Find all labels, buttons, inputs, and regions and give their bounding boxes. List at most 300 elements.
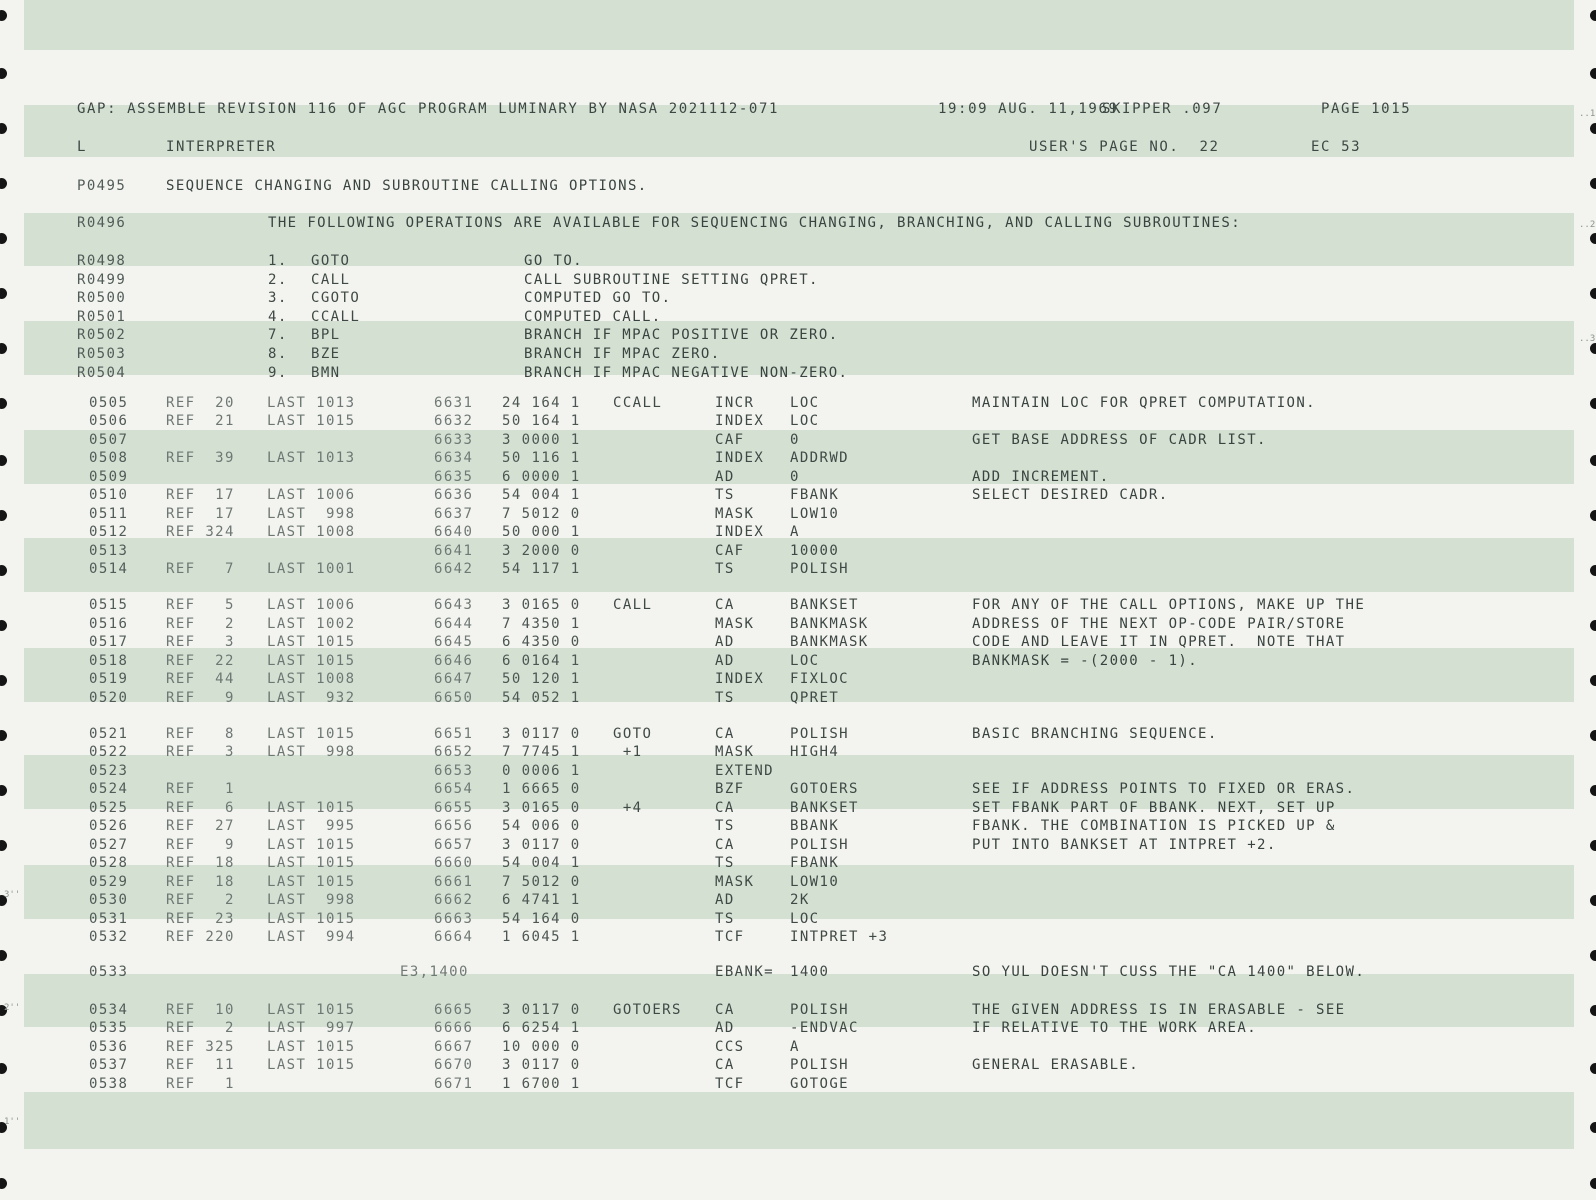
- sequence-number: R0499: [77, 271, 127, 288]
- opcode: INDEX: [715, 671, 765, 687]
- opcode: TS: [715, 690, 735, 706]
- sequence-number: R0500: [77, 290, 127, 307]
- last-reference: LAST 1015: [267, 1039, 356, 1055]
- opcode: CA: [715, 726, 735, 742]
- reference-count: REF 324: [166, 524, 235, 540]
- option-description: COMPUTED CALL.: [524, 308, 662, 325]
- last-reference: LAST 1015: [267, 874, 356, 890]
- memory-address: 6661: [434, 874, 474, 890]
- users-page: USER'S PAGE NO. 22: [1029, 139, 1220, 155]
- sequence-number: 0510: [89, 487, 129, 503]
- memory-address: 6633: [434, 432, 474, 448]
- opcode: TS: [715, 487, 735, 503]
- sequence-number: 0535: [89, 1020, 129, 1036]
- reference-count: REF 18: [166, 874, 235, 890]
- comment: CODE AND LEAVE IT IN QPRET. NOTE THAT: [972, 634, 1346, 650]
- opcode: CA: [715, 800, 735, 816]
- option-description: BRANCH IF MPAC ZERO.: [524, 346, 721, 362]
- octal-word: 54 006 0: [502, 818, 581, 834]
- sequence-number: R0503: [77, 346, 127, 362]
- sequence-number: 0536: [89, 1039, 129, 1055]
- sequence-number: 0512: [89, 524, 129, 540]
- comment: IF RELATIVE TO THE WORK AREA.: [972, 1020, 1258, 1036]
- sequence-number: 0509: [89, 469, 129, 485]
- datetime: 19:09 AUG. 11,1969: [938, 101, 1119, 117]
- reference-count: REF 7: [166, 561, 235, 577]
- sequence-number: 0508: [89, 450, 129, 466]
- feed-hole: [0, 68, 7, 79]
- operand: INTPRET +3: [790, 929, 889, 945]
- feed-hole: [0, 288, 7, 299]
- reference-count: REF 9: [166, 690, 235, 706]
- octal-word: 7 7745 1: [502, 744, 581, 760]
- option-name: CGOTO: [311, 290, 361, 307]
- comment: SELECT DESIRED CADR.: [972, 487, 1169, 503]
- option-name: BMN: [311, 364, 341, 381]
- option-description: BRANCH IF MPAC POSITIVE OR ZERO.: [524, 327, 839, 344]
- sequence-number: 0538: [89, 1076, 129, 1092]
- margin-mark: 2'': [4, 1003, 21, 1013]
- memory-address: 6670: [434, 1057, 474, 1073]
- operand: FIXLOC: [790, 671, 849, 687]
- operand: HIGH4: [790, 744, 840, 760]
- comment: PUT INTO BANKSET AT INTPRET +2.: [972, 837, 1277, 853]
- reference-count: REF 2: [166, 892, 235, 908]
- reference-count: REF 8: [166, 726, 235, 742]
- sequence-number: 0520: [89, 690, 129, 706]
- l-mark: L: [77, 139, 88, 155]
- sequence-number: 0537: [89, 1057, 129, 1073]
- opcode: CA: [715, 597, 735, 613]
- comment: ADDRESS OF THE NEXT OP-CODE PAIR/STORE: [972, 616, 1346, 632]
- octal-word: 7 5012 0: [502, 506, 581, 522]
- memory-address: 6655: [434, 800, 474, 816]
- feed-hole: [1590, 1005, 1596, 1016]
- octal-word: 3 0165 0: [502, 800, 581, 816]
- opcode: CA: [715, 837, 735, 853]
- sequence-number: 0516: [89, 616, 129, 632]
- last-reference: LAST 1006: [267, 597, 356, 613]
- feed-hole: [1590, 343, 1596, 354]
- last-reference: LAST 1015: [267, 726, 356, 742]
- opcode: TCF: [715, 929, 745, 945]
- opcode: CAF: [715, 543, 745, 559]
- feed-hole: [1590, 10, 1596, 21]
- last-reference: LAST 1015: [267, 1057, 356, 1073]
- feed-hole: [0, 675, 7, 686]
- operand: -ENDVAC: [790, 1020, 859, 1036]
- octal-word: 54 004 1: [502, 487, 581, 503]
- operand: ADDRWD: [790, 450, 849, 466]
- memory-address: 6637: [434, 506, 474, 522]
- reference-count: REF 23: [166, 911, 235, 927]
- last-reference: LAST 932: [267, 690, 356, 706]
- last-reference: LAST 1008: [267, 671, 356, 687]
- octal-word: 50 120 1: [502, 671, 581, 687]
- last-reference: LAST 994: [267, 929, 356, 945]
- feed-hole: [1590, 840, 1596, 851]
- sequence-number: 0526: [89, 818, 129, 834]
- location-label: GOTO: [613, 726, 653, 742]
- feed-hole: [0, 950, 7, 961]
- reference-count: REF 9: [166, 837, 235, 853]
- octal-word: 6 0164 1: [502, 653, 581, 669]
- memory-address: 6640: [434, 524, 474, 540]
- reference-count: REF 3: [166, 744, 235, 760]
- reference-count: REF 27: [166, 818, 235, 834]
- last-reference: LAST 1008: [267, 524, 356, 540]
- octal-word: 1 6045 1: [502, 929, 581, 945]
- reference-count: REF 1: [166, 781, 235, 797]
- memory-address: 6657: [434, 837, 474, 853]
- sequence-number: 0522: [89, 744, 129, 760]
- location-label: +4: [613, 800, 643, 816]
- last-reference: LAST 998: [267, 744, 356, 760]
- option-number: 9.: [268, 364, 288, 381]
- last-reference: LAST 1001: [267, 561, 356, 577]
- reference-count: REF 44: [166, 671, 235, 687]
- octal-word: 6 0000 1: [502, 469, 581, 485]
- octal-word: 3 0117 0: [502, 837, 581, 853]
- operand: BANKSET: [790, 597, 859, 613]
- opcode: MASK: [715, 744, 755, 760]
- option-number: 8.: [268, 346, 288, 362]
- sequence-number: 0529: [89, 874, 129, 890]
- octal-word: 54 164 0: [502, 911, 581, 927]
- reference-count: REF 6: [166, 800, 235, 816]
- comment: GENERAL ERASABLE.: [972, 1057, 1140, 1073]
- octal-word: 3 0165 0: [502, 597, 581, 613]
- feed-hole: [1590, 68, 1596, 79]
- last-reference: LAST 1015: [267, 1002, 356, 1018]
- operand: POLISH: [790, 1057, 849, 1073]
- sequence-number: 0505: [89, 395, 129, 411]
- paper-band: [24, 0, 1574, 50]
- sequence-number: 0513: [89, 543, 129, 559]
- location-label: CCALL: [613, 395, 663, 411]
- opcode: TS: [715, 561, 735, 577]
- option-name: BZE: [311, 346, 341, 362]
- sequence-number: 0528: [89, 855, 129, 871]
- reference-count: REF 17: [166, 506, 235, 522]
- operand: 10000: [790, 543, 840, 559]
- memory-address: 6664: [434, 929, 474, 945]
- sequence-number: 0511: [89, 506, 129, 522]
- octal-word: 6 4350 0: [502, 634, 581, 650]
- octal-word: 50 116 1: [502, 450, 581, 466]
- octal-word: 3 0117 0: [502, 1057, 581, 1073]
- sequence-number: 0518: [89, 653, 129, 669]
- feed-hole: [0, 840, 7, 851]
- feed-hole: [0, 565, 7, 576]
- operand: GOTOGE: [790, 1076, 849, 1092]
- memory-address: 6666: [434, 1020, 474, 1036]
- sequence-number: 0530: [89, 892, 129, 908]
- sequence-number: R0504: [77, 364, 127, 381]
- remark-text: SEQUENCE CHANGING AND SUBROUTINE CALLING OPTIONS.: [166, 178, 648, 194]
- memory-address: 6636: [434, 487, 474, 503]
- last-reference: LAST 1015: [267, 653, 356, 669]
- feed-hole: [1590, 288, 1596, 299]
- sequence-number: 0521: [89, 726, 129, 742]
- operand: LOW10: [790, 874, 840, 890]
- option-name: BPL: [311, 327, 341, 344]
- operand: BANKSET: [790, 800, 859, 816]
- feed-hole: [0, 730, 7, 741]
- octal-word: 3 0117 0: [502, 726, 581, 742]
- opcode: AD: [715, 653, 735, 669]
- memory-address: 6645: [434, 634, 474, 650]
- operand: LOC: [790, 911, 820, 927]
- sequence-number: 0534: [89, 1002, 129, 1018]
- memory-address: 6652: [434, 744, 474, 760]
- comment: SO YUL DOESN'T CUSS THE "CA 1400" BELOW.: [972, 964, 1366, 980]
- option-number: 2.: [268, 271, 288, 288]
- operand: 2K: [790, 892, 810, 908]
- option-number: 7.: [268, 327, 288, 344]
- feed-hole: [1590, 1178, 1596, 1189]
- memory-address: 6634: [434, 450, 474, 466]
- feed-hole: [1590, 620, 1596, 631]
- last-reference: LAST 1015: [267, 837, 356, 853]
- reference-count: REF 2: [166, 616, 235, 632]
- last-reference: LAST 998: [267, 892, 356, 908]
- comment: THE GIVEN ADDRESS IS IN ERASABLE - SEE: [972, 1002, 1346, 1018]
- option-number: 4.: [268, 308, 288, 325]
- opcode: TS: [715, 855, 735, 871]
- comment: GET BASE ADDRESS OF CADR LIST.: [972, 432, 1267, 448]
- location-label: GOTOERS: [613, 1002, 682, 1018]
- feed-hole: [1590, 565, 1596, 576]
- octal-word: 1 6665 0: [502, 781, 581, 797]
- octal-word: 54 004 1: [502, 855, 581, 871]
- operand: POLISH: [790, 1002, 849, 1018]
- operand: LOC: [790, 653, 820, 669]
- reference-count: REF 18: [166, 855, 235, 871]
- memory-address: 6654: [434, 781, 474, 797]
- subheader-line: [0, 138, 1362, 156]
- option-description: COMPUTED GO TO.: [524, 290, 672, 307]
- sequence-number: 0527: [89, 837, 129, 853]
- sequence-number: 0517: [89, 634, 129, 650]
- operand: LOC: [790, 413, 820, 429]
- reference-count: REF 21: [166, 413, 235, 429]
- operand: POLISH: [790, 837, 849, 853]
- reference-count: REF 220: [166, 929, 235, 945]
- sequence-number: R0502: [77, 327, 127, 344]
- opcode: MASK: [715, 874, 755, 890]
- operand: LOC: [790, 395, 820, 411]
- operand: QPRET: [790, 690, 840, 706]
- opcode: INDEX: [715, 413, 765, 429]
- memory-address: 6631: [434, 395, 474, 411]
- reference-count: REF 22: [166, 653, 235, 669]
- memory-address: E3,1400: [400, 964, 469, 980]
- memory-address: 6667: [434, 1039, 474, 1055]
- margin-mark: ..1: [1579, 109, 1596, 119]
- feed-hole: [1590, 178, 1596, 189]
- feed-hole: [1590, 398, 1596, 409]
- comment: MAINTAIN LOC FOR QPRET COMPUTATION.: [972, 395, 1317, 411]
- last-reference: LAST 1002: [267, 616, 356, 632]
- operand: BANKMASK: [790, 634, 869, 650]
- operand: 0: [790, 469, 800, 485]
- operand: FBANK: [790, 487, 840, 503]
- right-feed-holes: [1576, 0, 1596, 1200]
- operand: A: [790, 1039, 800, 1055]
- memory-address: 6656: [434, 818, 474, 834]
- operand: BANKMASK: [790, 616, 869, 632]
- sequence-number: 0519: [89, 671, 129, 687]
- memory-address: 6653: [434, 763, 474, 779]
- opcode: CA: [715, 1057, 735, 1073]
- operand: FBANK: [790, 855, 840, 871]
- octal-word: 3 0117 0: [502, 1002, 581, 1018]
- last-reference: LAST 1013: [267, 450, 356, 466]
- feed-hole: [0, 343, 7, 354]
- remark-text: THE FOLLOWING OPERATIONS ARE AVAILABLE FOR SEQUENCING CHANGING, BRANCHING, AND CALLING SUBROUTINES:: [268, 215, 1242, 231]
- last-reference: LAST 1015: [267, 413, 356, 429]
- operand: POLISH: [790, 561, 849, 577]
- opcode: AD: [715, 634, 735, 650]
- reference-count: REF 39: [166, 450, 235, 466]
- sequence-number: 0524: [89, 781, 129, 797]
- comment: FOR ANY OF THE CALL OPTIONS, MAKE UP THE: [972, 597, 1366, 613]
- opcode: BZF: [715, 781, 745, 797]
- opcode: CA: [715, 1002, 735, 1018]
- last-reference: LAST 1015: [267, 855, 356, 871]
- reference-count: REF 325: [166, 1039, 235, 1055]
- sequence-number: 0515: [89, 597, 129, 613]
- margin-mark: 3'': [4, 890, 21, 900]
- paper-band: [24, 1092, 1574, 1149]
- option-number: 1.: [268, 253, 288, 269]
- location-label: +1: [613, 744, 643, 760]
- opcode: EBANK=: [715, 964, 774, 980]
- memory-address: 6662: [434, 892, 474, 908]
- sequence-number: 0514: [89, 561, 129, 577]
- octal-word: 54 117 1: [502, 561, 581, 577]
- comment: SEE IF ADDRESS POINTS TO FIXED OR ERAS.: [972, 781, 1356, 797]
- opcode: AD: [715, 892, 735, 908]
- reference-count: REF 1: [166, 1076, 235, 1092]
- feed-hole: [0, 398, 7, 409]
- option-description: BRANCH IF MPAC NEGATIVE NON-ZERO.: [524, 364, 849, 381]
- memory-address: 6644: [434, 616, 474, 632]
- comment: BASIC BRANCHING SEQUENCE.: [972, 726, 1218, 742]
- operand: 0: [790, 432, 800, 448]
- octal-word: 1 6700 1: [502, 1076, 581, 1092]
- feed-hole: [1590, 1122, 1596, 1133]
- opcode: INDEX: [715, 524, 765, 540]
- option-name: CALL: [311, 271, 351, 288]
- sequence-number: 0525: [89, 800, 129, 816]
- sequence-number: 0533: [89, 964, 129, 980]
- option-description: GO TO.: [524, 253, 583, 269]
- feed-hole: [0, 510, 7, 521]
- feed-hole: [1590, 233, 1596, 244]
- opcode: EXTEND: [715, 763, 774, 779]
- octal-word: 54 052 1: [502, 690, 581, 706]
- memory-address: 6650: [434, 690, 474, 706]
- last-reference: LAST 998: [267, 506, 356, 522]
- feed-hole: [1590, 895, 1596, 906]
- octal-word: 10 000 0: [502, 1039, 581, 1055]
- reference-count: REF 3: [166, 634, 235, 650]
- feed-hole: [1590, 455, 1596, 466]
- last-reference: LAST 1006: [267, 487, 356, 503]
- octal-word: 6 4741 1: [502, 892, 581, 908]
- margin-mark: ..2: [1579, 220, 1596, 230]
- option-description: CALL SUBROUTINE SETTING QPRET.: [524, 271, 819, 288]
- option-name: GOTO: [311, 253, 351, 269]
- sequence-number: 0507: [89, 432, 129, 448]
- octal-word: 3 0000 1: [502, 432, 581, 448]
- comment: FBANK. THE COMBINATION IS PICKED UP &: [972, 818, 1336, 834]
- feed-hole: [1590, 510, 1596, 521]
- feed-hole: [1590, 675, 1596, 686]
- sequence-number: P0495: [77, 178, 127, 194]
- margin-mark: ..3: [1579, 334, 1596, 344]
- opcode: TS: [715, 911, 735, 927]
- octal-word: 50 164 1: [502, 413, 581, 429]
- memory-address: 6663: [434, 911, 474, 927]
- memory-address: 6651: [434, 726, 474, 742]
- sequence-number: 0523: [89, 763, 129, 779]
- reference-count: REF 17: [166, 487, 235, 503]
- reference-count: REF 5: [166, 597, 235, 613]
- last-reference: LAST 995: [267, 818, 356, 834]
- opcode: CAF: [715, 432, 745, 448]
- feed-hole: [0, 620, 7, 631]
- last-reference: LAST 1015: [267, 800, 356, 816]
- feed-hole: [0, 1178, 7, 1189]
- memory-address: 6641: [434, 543, 474, 559]
- feed-hole: [1590, 785, 1596, 796]
- remark-line: [0, 177, 648, 195]
- user-name: SKIPPER .097: [1102, 101, 1223, 117]
- operand: GOTOERS: [790, 781, 859, 797]
- memory-address: 6632: [434, 413, 474, 429]
- feed-hole: [1590, 950, 1596, 961]
- octal-word: 7 4350 1: [502, 616, 581, 632]
- feed-hole: [1590, 123, 1596, 134]
- last-reference: LAST 1015: [267, 634, 356, 650]
- opcode: INDEX: [715, 450, 765, 466]
- reference-count: REF 20: [166, 395, 235, 411]
- operand: POLISH: [790, 726, 849, 742]
- octal-word: 0 0006 1: [502, 763, 581, 779]
- memory-address: 6646: [434, 653, 474, 669]
- comment: SET FBANK PART OF BBANK. NEXT, SET UP: [972, 800, 1336, 816]
- operand: LOW10: [790, 506, 840, 522]
- operand: 1400: [790, 964, 830, 980]
- last-reference: LAST 1015: [267, 911, 356, 927]
- sequence-number: R0498: [77, 253, 127, 269]
- opcode: AD: [715, 469, 735, 485]
- feed-hole: [0, 10, 7, 21]
- memory-address: 6635: [434, 469, 474, 485]
- option-name: CCALL: [311, 308, 361, 325]
- location-label: CALL: [613, 597, 653, 613]
- remark-line: [0, 214, 1242, 232]
- option-number: 3.: [268, 290, 288, 307]
- sequence-number: 0531: [89, 911, 129, 927]
- memory-address: 6643: [434, 597, 474, 613]
- octal-word: 7 5012 0: [502, 874, 581, 890]
- opcode: TS: [715, 818, 735, 834]
- last-reference: LAST 1013: [267, 395, 356, 411]
